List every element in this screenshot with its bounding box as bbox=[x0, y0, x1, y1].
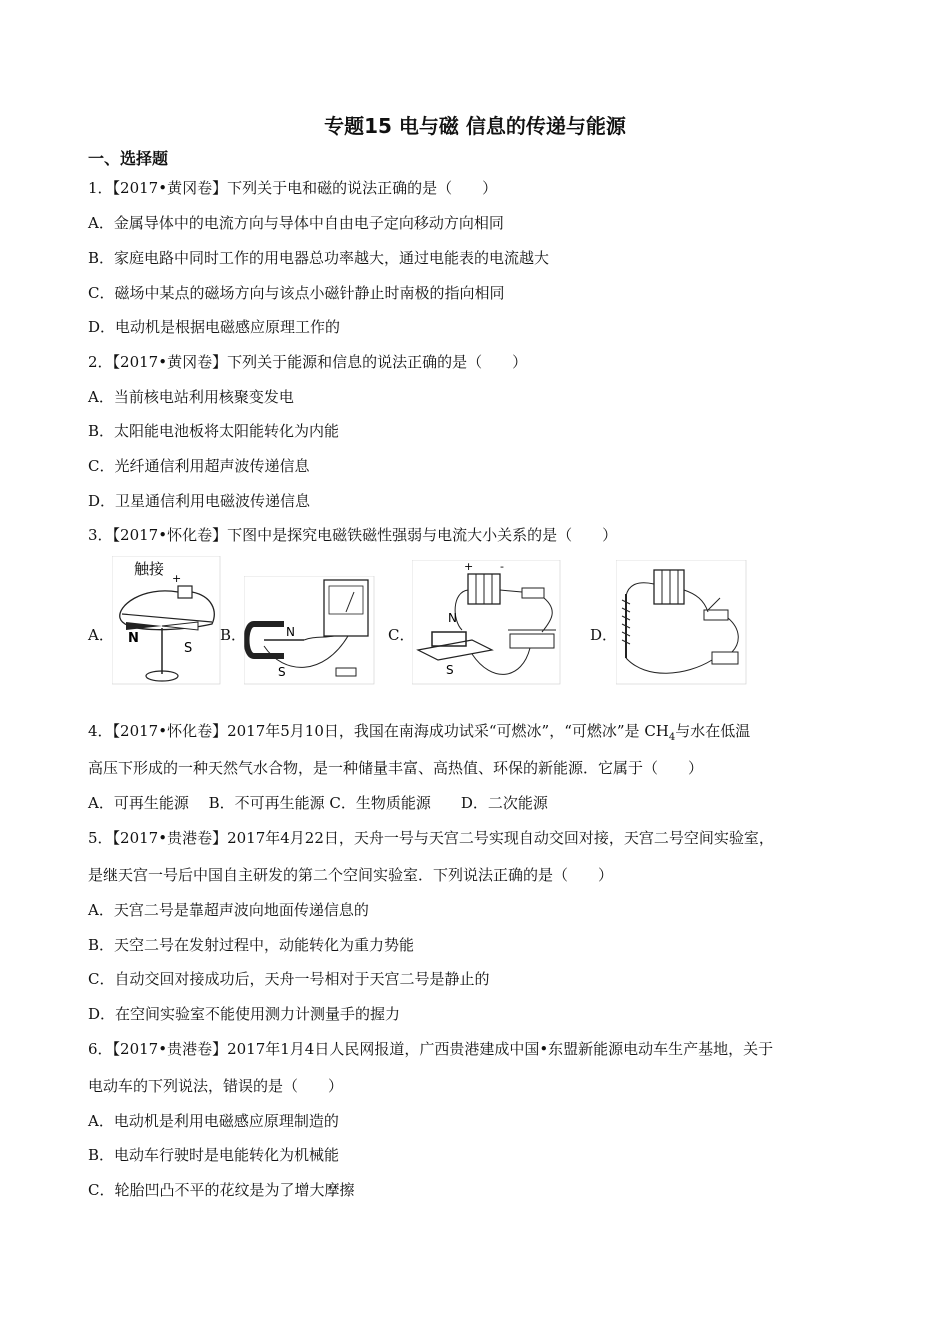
q4-subscript: 4 bbox=[668, 732, 676, 743]
question-1-stem: 1．【2017•黄冈卷】下列关于电和磁的说法正确的是（ ） bbox=[88, 179, 498, 197]
figure-b-s-text: S bbox=[278, 665, 286, 679]
figure-a-compass bbox=[112, 556, 222, 686]
figure-b-n-text: N bbox=[286, 625, 295, 639]
figure-c-minus-text: - bbox=[500, 560, 504, 573]
galvanometer-icon bbox=[324, 580, 368, 636]
question-4-line-1 bbox=[88, 721, 750, 748]
figure-a-label: A． bbox=[88, 626, 114, 644]
question-5-option-a: A．天宫二号是靠超声波向地面传递信息的 bbox=[88, 901, 369, 919]
question-6-line-2: 电动车的下列说法，错误的是（ ） bbox=[88, 1077, 344, 1095]
question-3-stem: 3．【2017•怀化卷】下图中是探究电磁铁磁性强弱与电流大小关系的是（ ） bbox=[88, 526, 618, 544]
figure-d-circuit bbox=[616, 560, 748, 686]
figure-b-galvanometer bbox=[244, 576, 376, 686]
battery-icon bbox=[178, 586, 192, 598]
question-1-option-b: B．家庭电路中同时工作的用电器总功率越大，通过电能表的电流越大 bbox=[88, 249, 550, 267]
figure-a-n-text: N bbox=[128, 631, 139, 646]
question-2-option-b: B．太阳能电池板将太阳能转化为内能 bbox=[88, 422, 340, 440]
question-6-option-c: C．轮胎凹凸不平的花纹是为了增大摩擦 bbox=[88, 1181, 355, 1199]
page-title: 专题15 电与磁 信息的传递与能源 bbox=[324, 114, 626, 138]
question-1-option-c: C．磁场中某点的磁场方向与该点小磁针静止时南极的指向相同 bbox=[88, 284, 505, 302]
question-6-option-a: A．电动机是利用电磁感应原理制造的 bbox=[88, 1112, 339, 1130]
question-5-option-c: C．自动交回对接成功后，天舟一号相对于天宫二号是静止的 bbox=[88, 970, 490, 988]
question-4-options: A．可再生能源 B．不可再生能源 C．生物质能源 D．二次能源 bbox=[88, 794, 548, 812]
question-1-option-a: A．金属导体中的电流方向与导体中自由电子定向移动方向相同 bbox=[88, 214, 504, 232]
q4-text-pre: 4．【2017•怀化卷】2017年5月10日，我国在南海成功试采“可燃冰”，“可燃冰”是 CH bbox=[88, 722, 669, 740]
board bbox=[418, 640, 492, 660]
question-2-option-d: D．卫星通信利用电磁波传递信息 bbox=[88, 492, 311, 510]
figure-c-plus-text: + bbox=[464, 560, 474, 573]
figure-c-s-text: S bbox=[446, 663, 454, 677]
question-6-line-1: 6．【2017•贵港卷】2017年1月4日人民网报道，广西贵港建成中国•东盟新能源电动车生产基地，关于 bbox=[88, 1040, 774, 1058]
question-4-line-2: 高压下形成的一种天然气水合物，是一种储量丰富、高热值、环保的新能源．它属于（ ） bbox=[88, 759, 704, 777]
question-5-option-d: D．在空间实验室不能使用测力计测量手的握力 bbox=[88, 1005, 401, 1023]
wire-straight bbox=[122, 614, 212, 622]
figure-a-touch-text: 触接 bbox=[134, 560, 165, 578]
q4-text-post: 与水在低温 bbox=[675, 722, 751, 740]
switch-icon bbox=[522, 588, 544, 598]
question-1-option-d: D．电动机是根据电磁感应原理工作的 bbox=[88, 318, 341, 336]
figure-c-electromagnet bbox=[412, 560, 562, 686]
figure-d-label: D． bbox=[590, 626, 618, 644]
battery-icon bbox=[654, 570, 684, 604]
figure-a-plus-text: + bbox=[172, 572, 182, 585]
rheostat-icon bbox=[712, 652, 738, 664]
figure-b-label: B． bbox=[220, 626, 247, 644]
question-2-option-c: C．光纤通信利用超声波传递信息 bbox=[88, 457, 310, 475]
question-2-option-a: A．当前核电站利用核聚变发电 bbox=[88, 388, 294, 406]
figure-c-label: C． bbox=[388, 626, 415, 644]
section-heading: 一、选择题 bbox=[88, 149, 169, 168]
figure-c-n-text: N bbox=[448, 611, 457, 625]
rheostat-icon bbox=[510, 634, 554, 648]
figure-a-s-text: S bbox=[184, 641, 193, 656]
question-6-option-b: B．电动车行驶时是电能转化为机械能 bbox=[88, 1146, 340, 1164]
switch-icon bbox=[336, 668, 356, 676]
question-5-line-1: 5．【2017•贵港卷】2017年4月22日，天舟一号与天宫二号实现自动交回对接，天宫二号空间实验室， bbox=[88, 829, 774, 847]
question-5-option-b: B．天空二号在发射过程中，动能转化为重力势能 bbox=[88, 936, 415, 954]
question-5-line-2: 是继天宫一号后中国自主研发的第二个空间实验室．下列说法正确的是（ ） bbox=[88, 866, 614, 884]
question-2-stem: 2．【2017•黄冈卷】下列关于能源和信息的说法正确的是（ ） bbox=[88, 353, 528, 371]
